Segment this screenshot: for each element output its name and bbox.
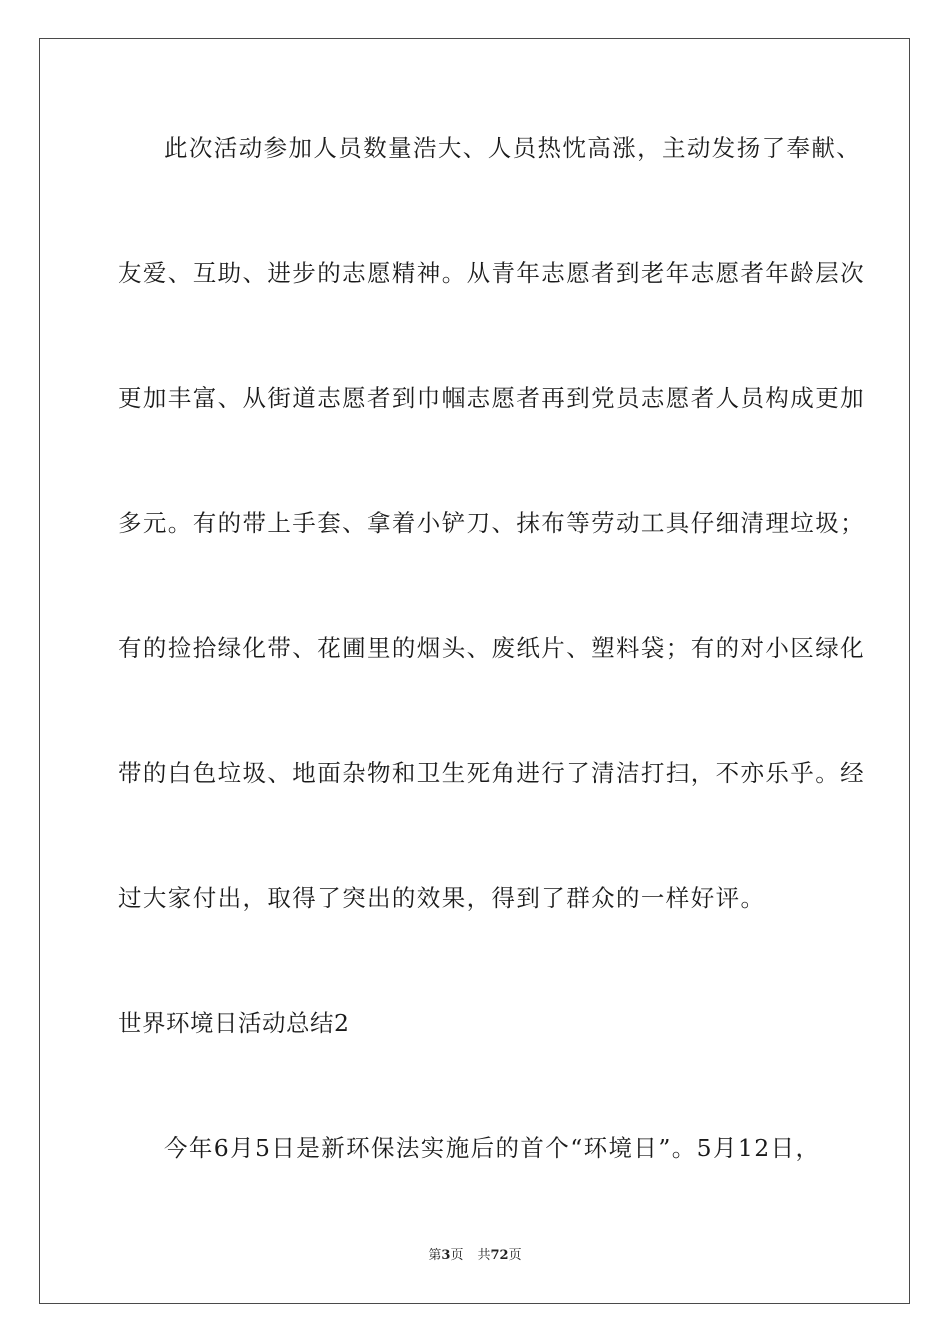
paragraph2-line-1: 今年6月5日是新环保法实施后的首个“环境日”。5月12日， xyxy=(164,1134,821,1162)
page-suffix: 页 xyxy=(450,1248,464,1263)
total-pages: 72 xyxy=(490,1248,509,1263)
paragraph-line-3: 更加丰富、从街道志愿者到巾帼志愿者再到党员志愿者人员构成更加 xyxy=(118,384,865,412)
page-footer xyxy=(0,1247,950,1265)
paragraph-line-6: 带的白色垃圾、地面杂物和卫生死角进行了清洁打扫，不亦乐乎。经 xyxy=(118,759,865,787)
paragraph-line-1: 此次活动参加人员数量浩大、人员热忱高涨，主动发扬了奉献、 xyxy=(164,134,862,162)
total-prefix: 共 xyxy=(477,1248,491,1263)
paragraph-line-2: 友爱、互助、进步的志愿精神。从青年志愿者到老年志愿者年龄层次 xyxy=(118,259,865,287)
paragraph-line-5: 有的捡拾绿化带、花圃里的烟头、废纸片、塑料袋；有的对小区绿化 xyxy=(118,634,865,662)
page-prefix: 第 xyxy=(428,1248,442,1263)
paragraph-line-7: 过大家付出，取得了突出的效果，得到了群众的一样好评。 xyxy=(118,884,766,912)
section-heading: 世界环境日活动总结2 xyxy=(118,1009,350,1037)
paragraph-line-4: 多元。有的带上手套、拿着小铲刀、抹布等劳动工具仔细清理垃圾； xyxy=(118,509,865,537)
page-border xyxy=(39,38,910,1304)
page-number: 3 xyxy=(441,1248,451,1263)
total-suffix: 页 xyxy=(508,1248,522,1263)
